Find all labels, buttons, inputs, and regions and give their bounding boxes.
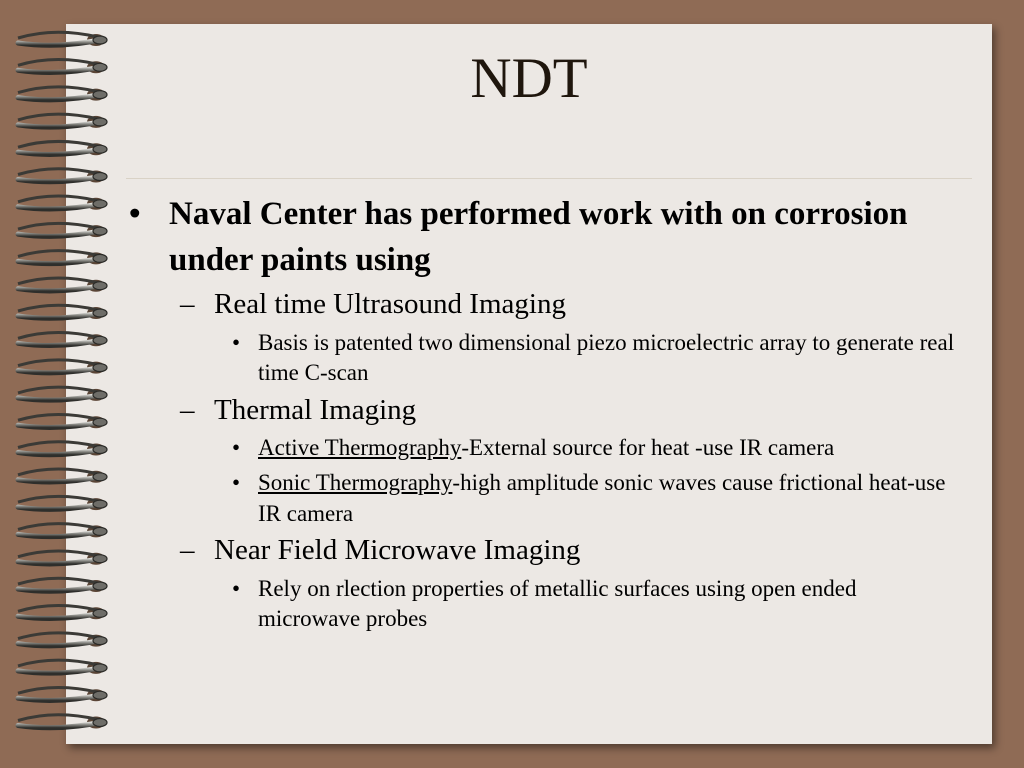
spiral-coil [18,333,107,347]
sonic-thermography-text: -high amplitude sonic waves cause frictional heat-use IR camera [258,469,946,526]
sub-bullet-thermal-text: Thermal Imaging [214,393,417,426]
spiral-coil [18,633,107,647]
detail-ultrasound-text: Basis is patented two dimensional piezo microelectric array to generate real time C-scan [258,329,955,386]
spiral-coil [18,687,107,701]
spiral-coil [18,251,107,265]
slide-title: NDT [470,47,588,110]
spiral-coil [18,496,107,510]
spiral-coil [18,87,107,101]
spiral-coil [18,524,107,538]
spiral-coil [18,278,107,292]
spiral-coil [18,715,107,729]
bullet-marker: • [129,196,141,232]
detail-sonic-thermography [126,468,976,529]
bullet-main [126,192,976,283]
spiral-coil [18,606,107,620]
sub-bullet-thermal [126,391,976,430]
bullet-marker: • [232,329,241,355]
dash-marker: – [180,288,195,321]
spiral-coil [18,442,107,456]
spiral-binding [0,0,140,768]
detail-microwave-text: Rely on rlection properties of metallic surfaces using open ended microwave probes [258,575,857,632]
sonic-thermography-link[interactable]: Sonic Thermography [258,469,453,495]
spiral-coil [18,196,107,210]
dash-marker: – [180,393,195,426]
spiral-coil [18,578,107,592]
spiral-coil [18,469,107,483]
spiral-coil [18,169,107,183]
spiral-coil [18,114,107,128]
detail-ultrasound [126,328,976,389]
bullet-marker: • [232,435,241,461]
title-divider [126,178,972,179]
spiral-coil [18,305,107,319]
detail-microwave [126,574,976,635]
spiral-coils [18,32,107,728]
spiral-coil [18,414,107,428]
spiral-coil [18,660,107,674]
detail-active-thermography [126,433,976,464]
bullet-main-text: Naval Center has performed work with on corrosion under paints using [169,196,908,278]
spiral-coil [18,32,107,46]
bullet-marker: • [232,575,241,601]
spiral-coil [18,551,107,565]
bullet-marker: • [232,469,241,495]
spiral-coil [18,223,107,237]
spiral-coil [18,387,107,401]
sub-bullet-ultrasound [126,285,976,324]
sub-bullet-microwave [126,531,976,570]
dash-marker: – [180,534,195,567]
sub-bullet-microwave-text: Near Field Microwave Imaging [214,534,581,567]
slide-content [126,192,976,635]
slide-paper [66,24,992,744]
sub-bullet-ultrasound-text: Real time Ultrasound Imaging [214,288,566,321]
spiral-coil [18,360,107,374]
active-thermography-text: -External source for heat -use IR camera [461,435,835,461]
active-thermography-link[interactable]: Active Thermography [258,435,462,461]
spiral-coil [18,60,107,74]
spiral-coil [18,141,107,155]
